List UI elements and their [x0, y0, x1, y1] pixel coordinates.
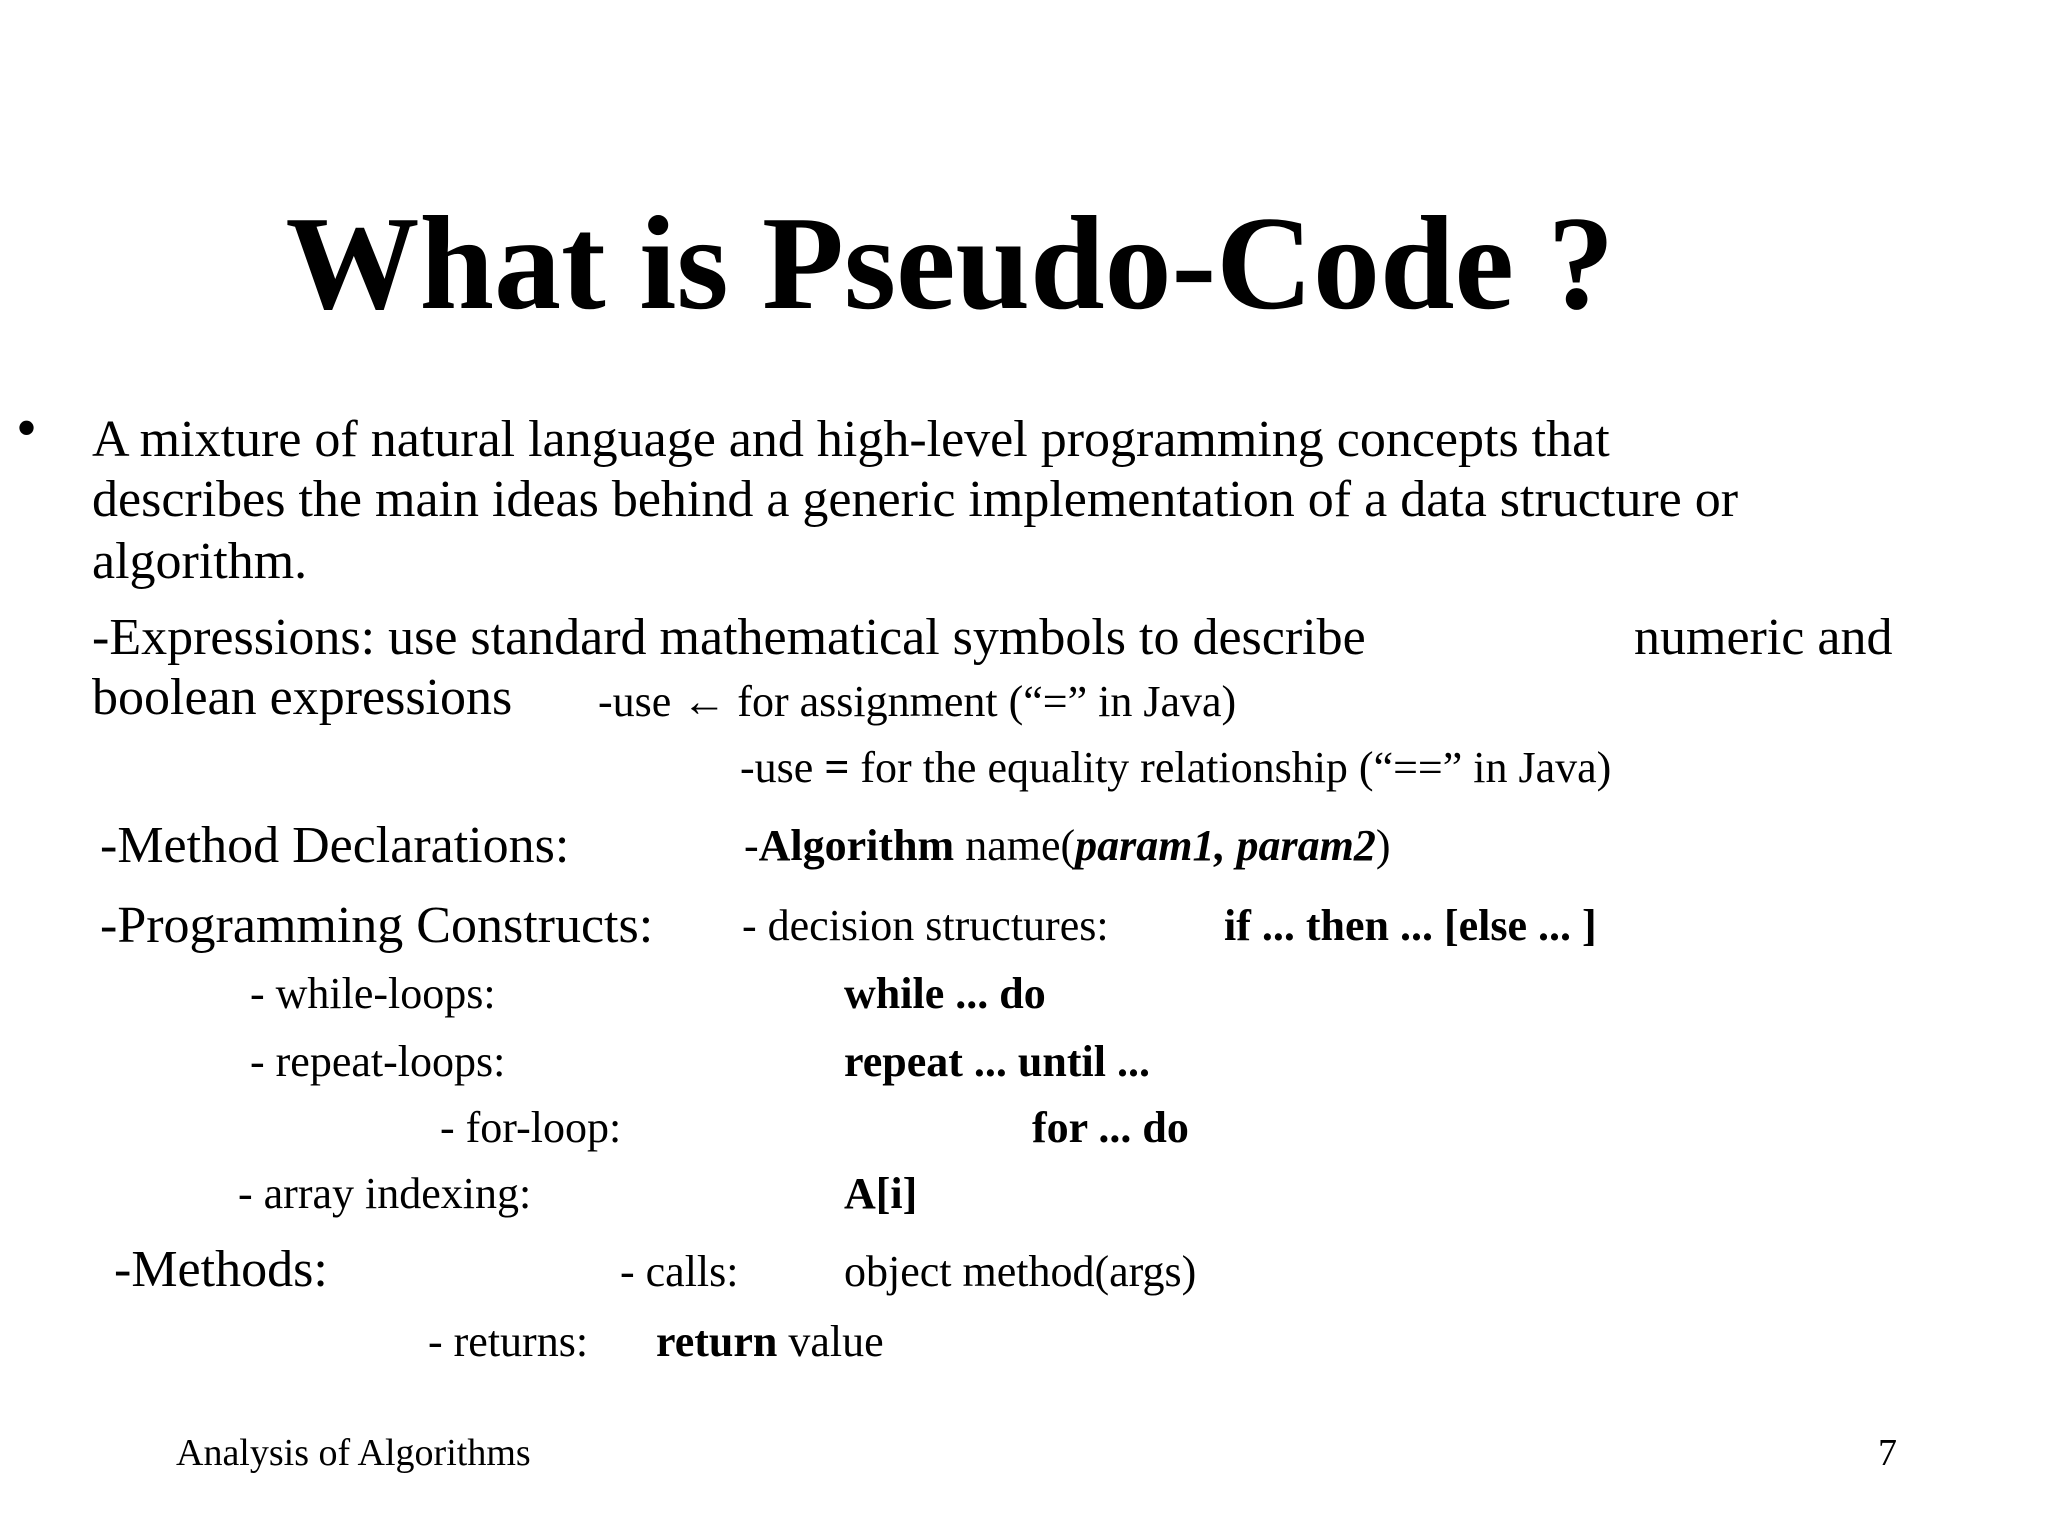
method-name-open: name(	[954, 821, 1076, 870]
page-number: 7	[1878, 1432, 1897, 1474]
for-loop-syntax: for ... do	[1032, 1103, 1189, 1152]
method-declaration-dash: -	[744, 821, 759, 870]
equality-rule	[740, 743, 1612, 792]
returns-label: - returns:	[428, 1317, 589, 1366]
slide-title: What is Pseudo-Code ?	[285, 189, 1615, 337]
equality-symbol: =	[824, 743, 850, 792]
while-loops-label: - while-loops:	[250, 969, 496, 1018]
expressions-label: -Expressions: use standard mathematical symbols to describe	[92, 609, 1366, 666]
intro-line-2: describes the main ideas behind a generic implementation of a data structure or	[92, 471, 1739, 528]
method-declaration-syntax	[744, 821, 1391, 870]
assignment-rule: -use ← for assignment (“=” in Java)	[598, 677, 1237, 726]
array-indexing-label: - array indexing:	[238, 1169, 532, 1218]
intro-line-1: A mixture of natural language and high-level programming concepts that	[92, 411, 1610, 468]
array-indexing-syntax: A[i]	[844, 1169, 918, 1218]
method-declarations-label: -Method Declarations:	[100, 817, 570, 874]
bullet-icon: •	[16, 395, 38, 461]
methods-label: -Methods:	[114, 1241, 328, 1298]
returns-syntax	[656, 1317, 884, 1366]
return-value: value	[788, 1317, 884, 1366]
expressions-label-tail: numeric and	[1634, 609, 1893, 666]
return-keyword: return	[656, 1317, 778, 1366]
repeat-loops-syntax: repeat ... until ...	[844, 1037, 1150, 1086]
for-loop-label: - for-loop:	[440, 1103, 622, 1152]
while-loops-syntax: while ... do	[844, 969, 1046, 1018]
method-close: )	[1375, 821, 1391, 870]
intro-line-3: algorithm.	[92, 533, 308, 590]
decision-structures-label: - decision structures:	[742, 901, 1109, 950]
calls-syntax: object method(args)	[844, 1247, 1197, 1296]
footer-course-title: Analysis of Algorithms	[176, 1432, 531, 1474]
expressions-label-line2: boolean expressions	[92, 669, 513, 726]
algorithm-keyword: Algorithm	[758, 821, 955, 870]
programming-constructs-label: -Programming Constructs:	[100, 897, 654, 954]
calls-label: - calls:	[620, 1247, 739, 1296]
method-params: param1, param2	[1075, 821, 1376, 870]
equality-suffix: for the equality relationship (“==” in Java)	[860, 743, 1612, 792]
repeat-loops-label: - repeat-loops:	[250, 1037, 506, 1086]
equality-prefix: -use	[740, 743, 814, 792]
decision-structures-syntax: if ... then ... [else ... ]	[1224, 901, 1597, 950]
